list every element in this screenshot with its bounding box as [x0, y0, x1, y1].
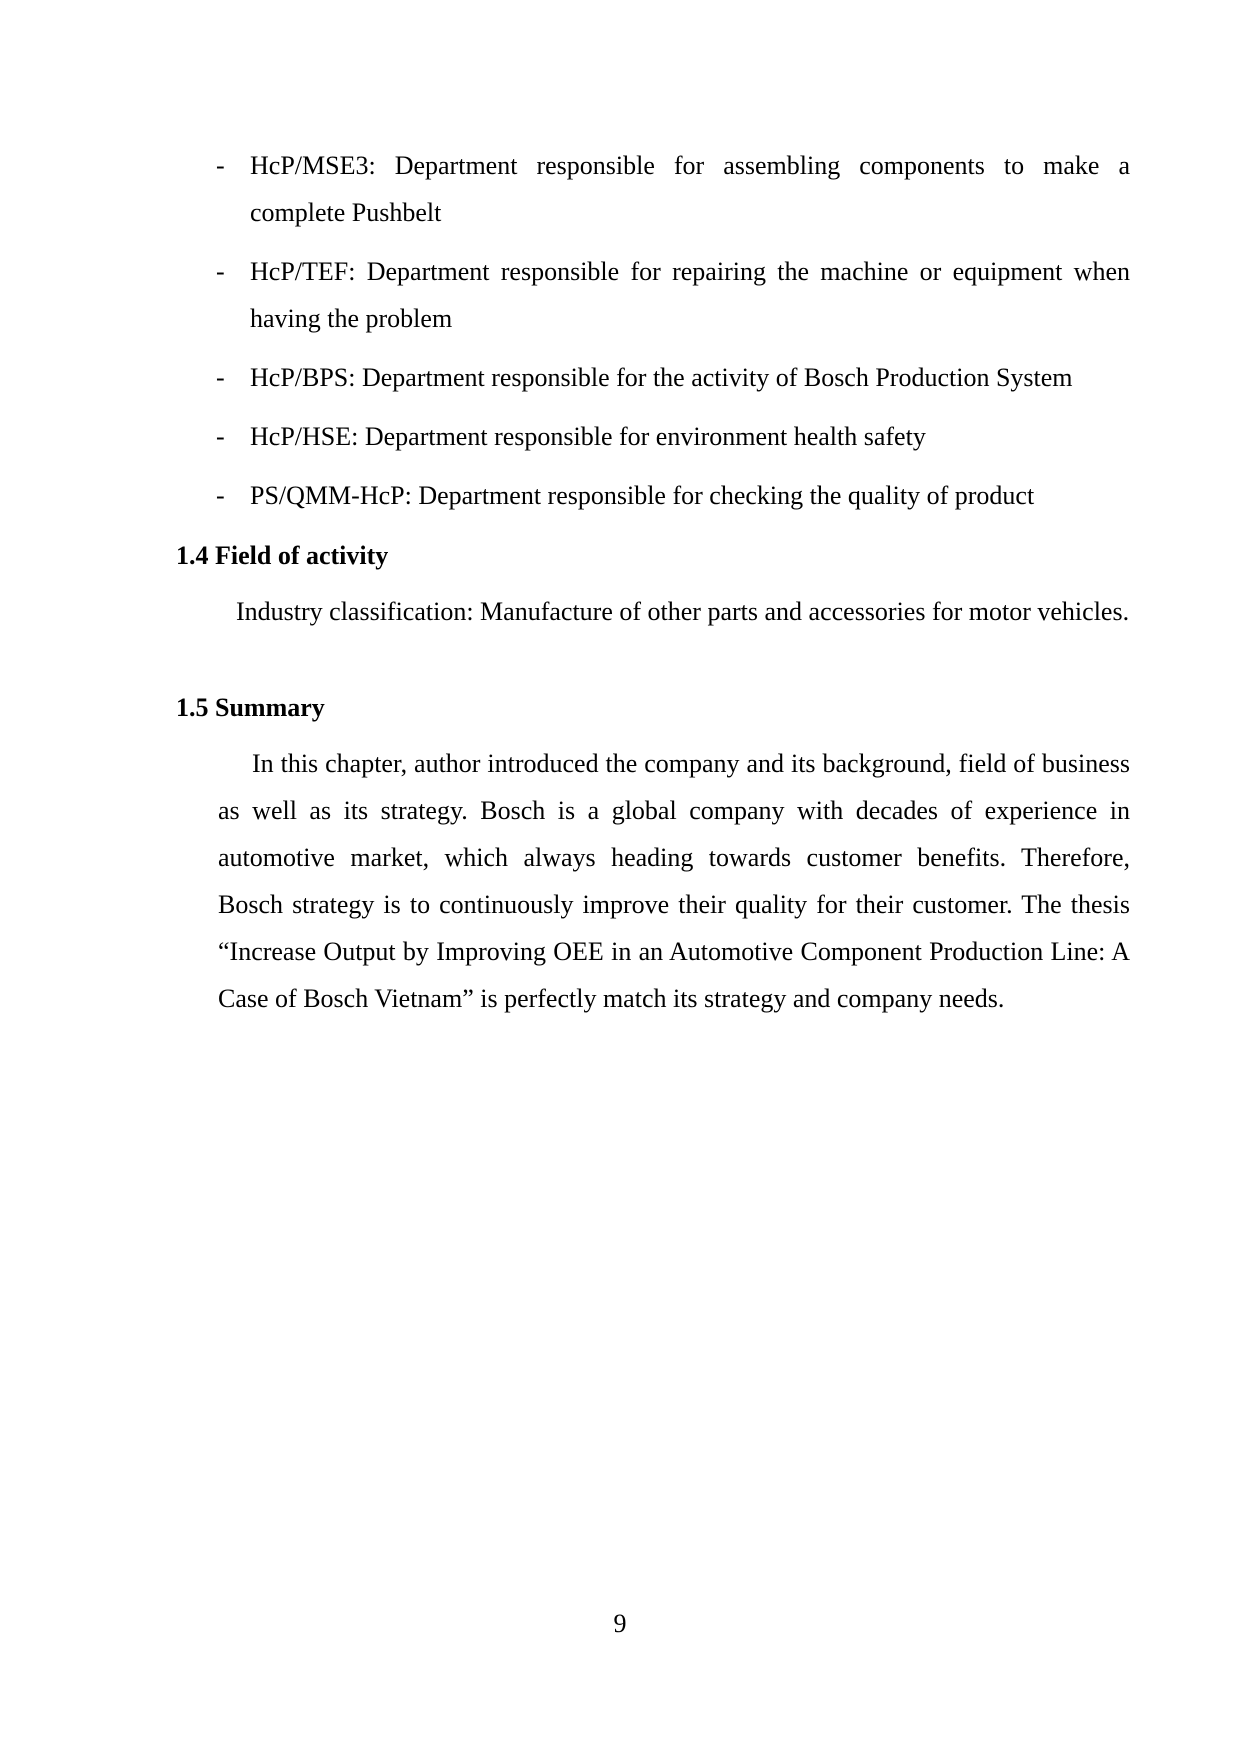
bullet-dash: -	[216, 257, 225, 286]
bullet-dash: -	[216, 151, 225, 180]
list-item-text: HcP/MSE3: Department responsible for assembling components to make a complete Pushbelt	[250, 151, 1130, 227]
bullet-dash: -	[216, 422, 225, 451]
list-item	[210, 472, 1130, 519]
list-item-text: HcP/BPS: Department responsible for the activity of Bosch Production System	[250, 363, 1073, 392]
field-of-activity-paragraph: Industry classification: Manufacture of other parts and accessories for motor vehicles.	[236, 597, 1130, 626]
list-item-text: PS/QMM-HcP: Department responsible for checking the quality of product	[250, 481, 1035, 510]
list-item	[210, 248, 1130, 342]
bullet-dash: -	[216, 481, 225, 510]
list-item-text: HcP/HSE: Department responsible for environment health safety	[250, 422, 926, 451]
page-number: 9	[613, 1609, 627, 1638]
bullet-dash: -	[216, 363, 225, 392]
list-item	[210, 413, 1130, 460]
department-list	[210, 142, 1130, 531]
summary-paragraph: In this chapter, author introduced the company and its background, field of business as well as its strategy. Bosch is a global company with decades of experience in automotive market, which always heading towards customer benefits. Therefore, Bosch strategy is to continuously improve their quality for their customer. The thesis “Increase Output by Improving OEE in an Automotive Component Production Line: A Case of Bosch Vietnam” is perfectly match its strategy and company needs.	[218, 749, 1130, 1013]
list-item	[210, 142, 1130, 236]
list-item-text: HcP/TEF: Department responsible for repairing the machine or equipment when having the problem	[250, 257, 1130, 333]
section-heading-field-of-activity: 1.4 Field of activity	[176, 541, 389, 570]
section-heading-summary: 1.5 Summary	[176, 693, 325, 722]
list-item	[210, 354, 1130, 401]
